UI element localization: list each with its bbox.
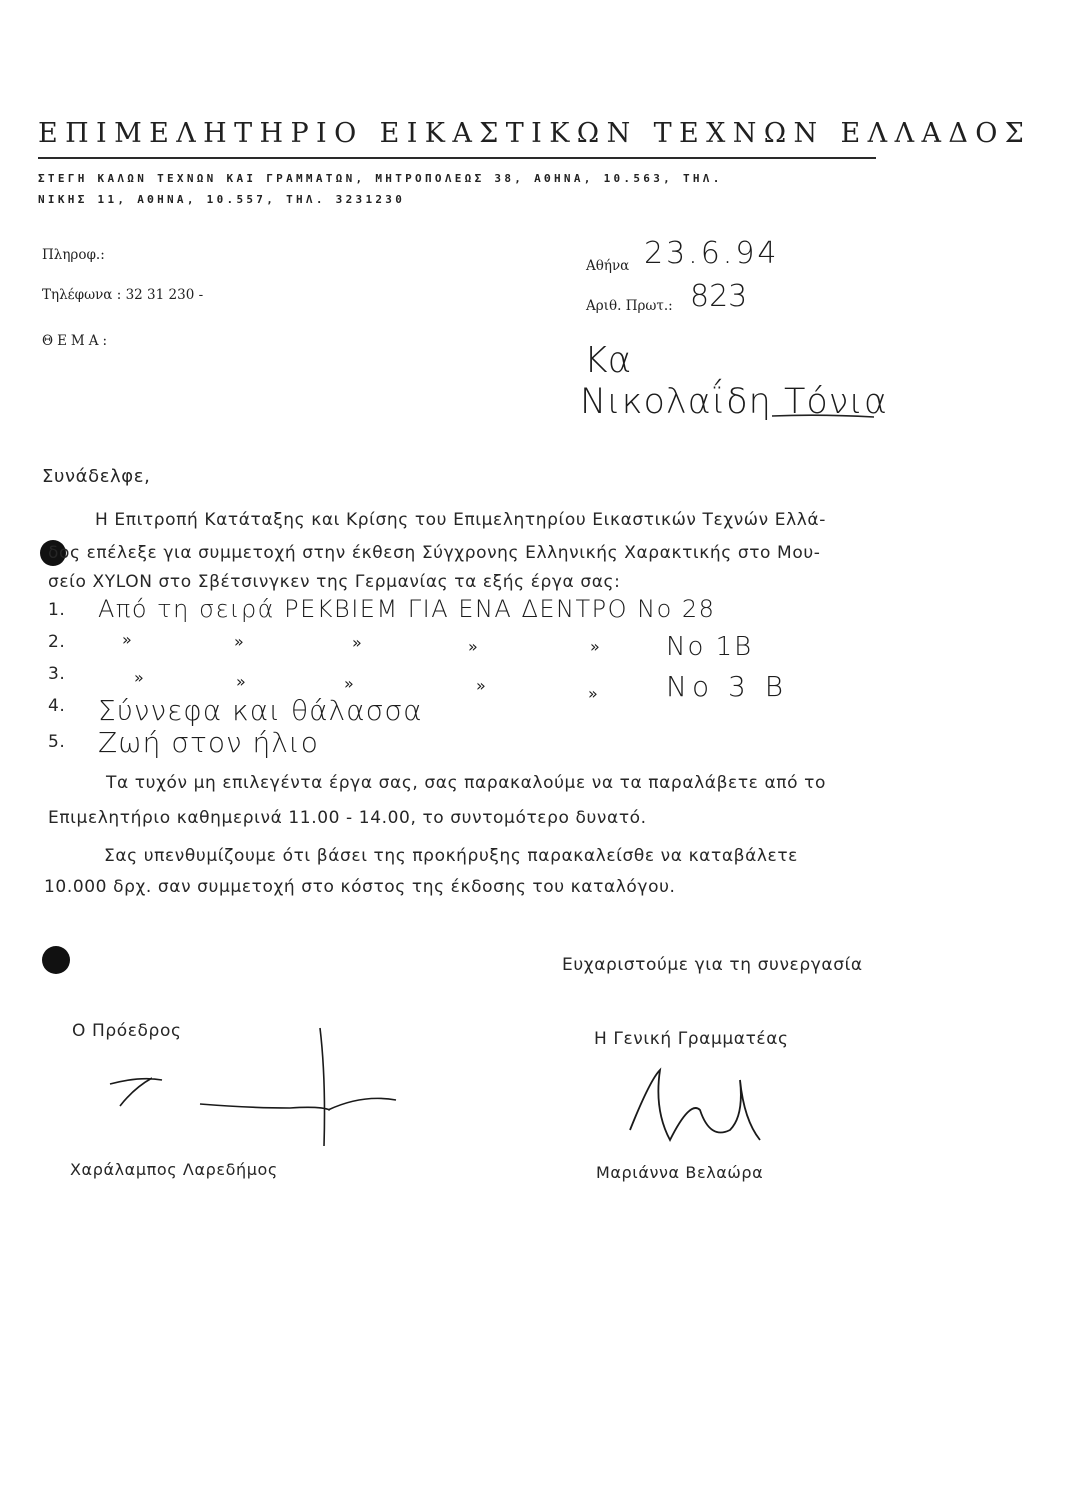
works-item-3: No 3 B <box>666 670 789 703</box>
works-item-3-ditto-b: » <box>236 672 246 691</box>
letterhead-divider <box>38 157 876 159</box>
closing-line4: 10.000 δρχ. σαν συμμετοχή στο κόστος της έκδοσης του καταλόγου. <box>44 877 676 897</box>
phone-value: 32 31 230 - <box>125 287 204 303</box>
phone-label: Τηλέφωνα : <box>42 287 122 303</box>
works-number-1: 1. <box>48 600 66 620</box>
salutation: Συνάδελφε, <box>42 466 151 487</box>
works-item-2-ditto-b: » <box>234 632 244 651</box>
letterhead-address-line2: ΝΙΚΗΣ 11, ΑΘΗΝΑ, 10.557, ΤΗΛ. 3231230 <box>38 193 406 206</box>
secretary-signature <box>610 1060 770 1160</box>
president-title: Ο Πρόεδρος <box>72 1021 182 1041</box>
letterhead-address-line1: ΣΤΕΓΗ ΚΑΛΩΝ ΤΕΧΝΩΝ ΚΑΙ ΓΡΑΜΜΑΤΩΝ, ΜΗΤΡΟΠΟΛΕΩΣ 38, ΑΘΗΝΑ, 10.563, ΤΗΛ. <box>38 172 723 185</box>
body-paragraph1-line2: δος επέλεξε για συμμετοχή στην έκθεση Σύγχρονης Ελληνικής Χαρακτικής στο Μου- <box>48 543 821 563</box>
works-item-2: No 1B <box>666 632 754 662</box>
handwritten-date: 23.6.94 <box>644 236 780 271</box>
recipient-line2: Νικολαΐδη Τόνια <box>580 382 888 422</box>
city-label: Αθήνα <box>586 258 630 274</box>
works-item-4: Σύννεφα και θάλασσα <box>98 694 423 727</box>
works-item-3-ditto-e: » <box>588 684 598 703</box>
subject-label: ΘΕΜΑ: <box>42 333 112 349</box>
protocol-label: Αριθ. Πρωτ.: <box>586 298 673 314</box>
president-signature <box>100 1028 410 1148</box>
info-label: Πληροφ.: <box>42 247 105 263</box>
recipient-underline <box>770 410 880 420</box>
works-number-5: 5. <box>48 732 66 752</box>
secretary-title: Η Γενική Γραμματέας <box>594 1029 789 1049</box>
phone-field <box>42 287 203 303</box>
body-paragraph1-line1: Η Επιτροπή Κατάταξης και Κρίσης του Επιμελητηρίου Εικαστικών Τεχνών Ελλά- <box>95 510 826 530</box>
works-item-3-ditto-d: » <box>476 676 486 695</box>
works-number-3: 3. <box>48 664 66 684</box>
works-item-2-ditto-e: » <box>590 637 600 656</box>
letterhead-title: ΕΠΙΜΕΛΗΤΗΡΙΟ ΕΙΚΑΣΤΙΚΩΝ ΤΕΧΝΩΝ ΕΛΛΑΔΟΣ <box>38 118 1032 149</box>
works-item-2-ditto-d: » <box>468 637 478 656</box>
secretary-name: Μαριάννα Βελαώρα <box>596 1163 764 1182</box>
works-item-3-ditto: » <box>134 668 144 687</box>
punch-hole-bottom <box>42 946 70 974</box>
body-paragraph1-line3: σείο XYLON στο Σβέτσινγκεν της Γερμανίας τα εξής έργα σας: <box>48 572 621 592</box>
handwritten-protocol-number: 823 <box>690 279 748 314</box>
closing-thanks: Ευχαριστούμε για τη συνεργασία <box>562 955 863 975</box>
closing-line3: Σας υπενθυμίζουμε ότι βάσει της προκήρυξης παρακαλείσθε να καταβάλετε <box>104 846 798 866</box>
closing-line1: Τα τυχόν μη επιλεγέντα έργα σας, σας παρακαλούμε να τα παραλάβετε από το <box>106 773 826 793</box>
works-item-3-ditto-c: » <box>344 674 354 693</box>
works-number-4: 4. <box>48 696 66 716</box>
works-item-2-ditto: » <box>122 630 132 649</box>
recipient-line1: Κα <box>584 340 632 381</box>
works-item-1: Από τη σειρά ΡΕΚΒΙΕΜ ΓΙΑ ΕΝΑ ΔΕΝΤΡΟ No 28 <box>98 595 716 623</box>
works-number-2: 2. <box>48 632 66 652</box>
works-item-5: Ζωή στον ήλιο <box>98 726 319 759</box>
closing-line2: Επιμελητήριο καθημερινά 11.00 - 14.00, το συντομότερο δυνατό. <box>48 808 647 828</box>
works-item-2-ditto-c: » <box>352 633 362 652</box>
president-name: Χαράλαμπος Λαρεδήμος <box>70 1160 278 1179</box>
